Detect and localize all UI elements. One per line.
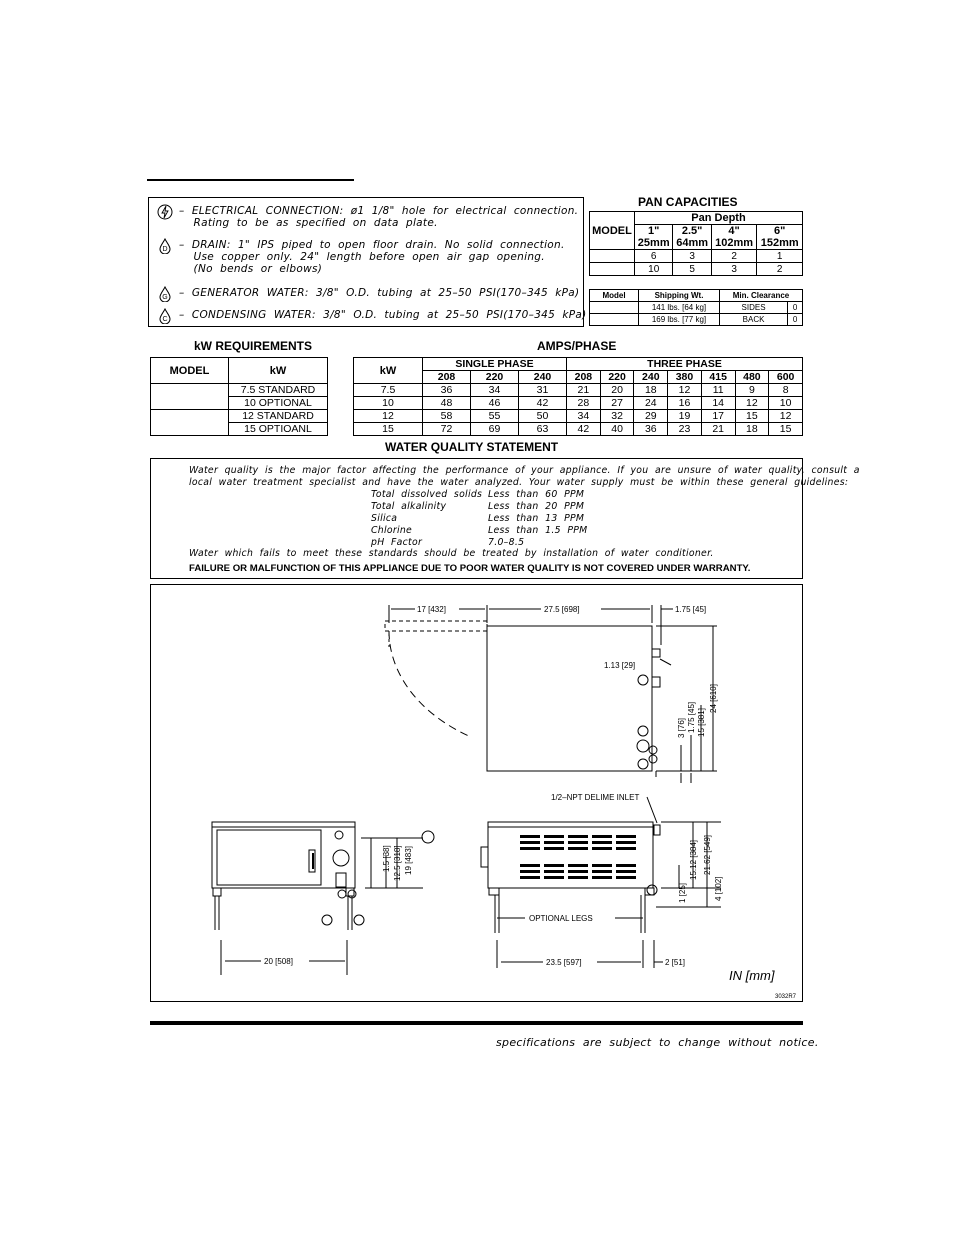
table-row: 6 3 2 1 bbox=[590, 250, 803, 263]
optional-legs-label: OPTIONAL LEGS bbox=[529, 914, 593, 923]
table-row: 7.5 36 34 31 21 20 18 12 11 9 8 bbox=[354, 384, 803, 397]
kw-requirements-table bbox=[150, 357, 328, 436]
drawing-code: 3032R7 bbox=[775, 994, 797, 1000]
vent-slots bbox=[312, 835, 636, 879]
dim-label: 1 [25] bbox=[678, 882, 687, 903]
guideline-label: Total alkalinity bbox=[371, 501, 447, 512]
note-text: – GENERATOR WATER: 3/8" O.D. tubing at 25–50 PSI(170–345 kPa) bbox=[179, 287, 580, 299]
generator-water-icon bbox=[157, 286, 173, 302]
note-text: – ELECTRICAL CONNECTION: ø1 1/8" hole for electrical connection. Rating to be as specified on data plate. bbox=[179, 205, 579, 229]
generator-water-icon bbox=[647, 885, 657, 895]
dim-label: 17 [432] bbox=[417, 605, 446, 614]
kw-kw-header: kW bbox=[229, 358, 328, 384]
guideline-value: Less than 13 PPM bbox=[488, 513, 585, 524]
kw-model-header: MODEL bbox=[151, 358, 229, 384]
table-row: 10 5 3 2 bbox=[590, 263, 803, 276]
amps-kw-header: kW bbox=[354, 358, 423, 384]
table-row: 15 OPTIOANL bbox=[151, 423, 328, 436]
table-row: 15 72 69 63 42 40 36 23 21 18 15 bbox=[354, 423, 803, 436]
guideline-label: Total dissolved solids bbox=[371, 489, 483, 500]
pan-depth-2: 2.5" 64mm bbox=[673, 225, 711, 250]
door-open-outline bbox=[385, 621, 487, 631]
water-intro-1: Water quality is the major factor affecting the performance of your appliance. If you are unsure of water quality, consult a bbox=[189, 465, 860, 476]
pan-depth-3: 4" 102mm bbox=[711, 225, 757, 250]
dim-label: 23.5 [597] bbox=[546, 958, 582, 967]
control-dial bbox=[333, 850, 349, 866]
guideline-value: Less than 1.5 PPM bbox=[488, 525, 588, 536]
generator-water-icon bbox=[638, 726, 648, 736]
drain-icon bbox=[638, 759, 648, 769]
dim-label: 1.75 [45] bbox=[675, 605, 707, 614]
dimension-drawing bbox=[150, 584, 803, 1002]
pan-depth-4: 6" 152mm bbox=[757, 225, 803, 250]
ship-header-model: Model bbox=[590, 290, 639, 302]
svg-text:G: G bbox=[162, 294, 168, 301]
delime-label: 1/2–NPT DELIME INLET bbox=[551, 793, 640, 802]
svg-text:C: C bbox=[162, 316, 168, 323]
header-rule bbox=[147, 179, 354, 181]
guideline-label: pH Factor bbox=[371, 537, 423, 548]
table-row: 7.5 STANDARD bbox=[151, 384, 328, 397]
pan-depth-header: Pan Depth bbox=[635, 212, 803, 225]
dim-label: 21.62 [549] bbox=[703, 834, 712, 875]
electrical-icon bbox=[637, 740, 649, 752]
table-row: 141 lbs. [64 kg] SIDES 0 bbox=[590, 302, 803, 314]
guideline-value: Less than 60 PPM bbox=[488, 489, 585, 500]
dim-label: 2 [51] bbox=[665, 958, 686, 967]
generator-water-icon bbox=[322, 915, 332, 925]
control-knob bbox=[335, 831, 343, 839]
table-row: 10 OPTIONAL bbox=[151, 397, 328, 410]
dim-label: 20 [508] bbox=[264, 957, 293, 966]
note-text: – DRAIN: 1" IPS piped to open floor drain. No solid connection. Use copper only. 24" length before open air gap opening. (No bends or elbows) bbox=[179, 239, 565, 275]
guideline-label: Chlorine bbox=[371, 525, 413, 536]
dim-label: 12.5 [318] bbox=[393, 845, 402, 881]
warranty-warning: FAILURE OR MALFUNCTION OF THIS APPLIANCE DUE TO POOR WATER QUALITY IS NOT COVERED UNDER WARRANTY. bbox=[189, 563, 751, 574]
amps-phase-table bbox=[353, 357, 803, 436]
pan-model-header: MODEL bbox=[590, 212, 635, 250]
voltage-row: 208 220 240 208 220 240 380 415 480 600 bbox=[354, 371, 803, 384]
table-row: 10 48 46 42 28 27 24 16 14 12 10 bbox=[354, 397, 803, 410]
top-view-body bbox=[487, 626, 652, 771]
guideline-value: Less than 20 PPM bbox=[488, 501, 585, 512]
electrical-icon bbox=[157, 204, 173, 220]
dim-label: 15.12 [384] bbox=[689, 839, 698, 880]
condensing-water-icon bbox=[354, 915, 364, 925]
dim-label: 27.5 [698] bbox=[544, 605, 580, 614]
guideline-label: Silica bbox=[371, 513, 398, 524]
ship-header-clearance: Min. Clearance bbox=[720, 290, 803, 302]
connection-notes bbox=[148, 197, 587, 327]
dim-label: 19 [483] bbox=[404, 846, 413, 875]
pan-depth-1: 1" 25mm bbox=[635, 225, 673, 250]
note-text: – CONDENSING WATER: 3/8" O.D. tubing at 25–50 PSI(170–345 kPa) bbox=[179, 309, 587, 321]
dim-label: 1.5 [38] bbox=[382, 845, 391, 872]
pan-capacities-table bbox=[589, 211, 803, 276]
water-quality-title: WATER QUALITY STATEMENT bbox=[385, 440, 559, 454]
door-swing-arc bbox=[389, 631, 471, 737]
dim-label: 24 [610] bbox=[709, 684, 718, 713]
ship-header-weight: Shipping Wt. bbox=[639, 290, 720, 302]
generator-water-icon bbox=[638, 675, 648, 685]
dim-label: 1.13 [29] bbox=[604, 661, 636, 670]
guideline-value: 7.0–8.5 bbox=[488, 537, 525, 548]
shipping-table bbox=[589, 289, 803, 326]
amps-phase-title: AMPS/PHASE bbox=[537, 339, 617, 353]
dim-label: 1.75 [45] bbox=[687, 701, 696, 733]
front-door bbox=[217, 830, 321, 885]
single-phase-header: SINGLE PHASE bbox=[423, 358, 567, 371]
pan-capacities-title: PAN CAPACITIES bbox=[638, 195, 738, 209]
dim-label: 4 [102] bbox=[714, 876, 723, 901]
water-quality-box bbox=[150, 458, 860, 579]
three-phase-header: THREE PHASE bbox=[567, 358, 803, 371]
table-row: 169 lbs. [77 kg] BACK 0 bbox=[590, 314, 803, 326]
svg-text:D: D bbox=[162, 246, 168, 253]
electrical-icon bbox=[422, 831, 434, 843]
dim-label: 3 [76] bbox=[677, 717, 686, 738]
footer-rule bbox=[150, 1021, 803, 1025]
dim-label: 15 [381] bbox=[697, 708, 706, 737]
water-intro-2: local water treatment specialist and have the water analyzed. Your water supply must be within these general guidelines: bbox=[189, 477, 849, 488]
table-row: 12 STANDARD bbox=[151, 410, 328, 423]
water-closing: Water which fails to meet these standards should be treated by installation of water conditioner. bbox=[189, 548, 714, 559]
footer-note: specifications are subject to change without notice. bbox=[496, 1036, 819, 1049]
drain-icon bbox=[157, 238, 173, 254]
units-label: IN [mm] bbox=[729, 968, 775, 983]
kw-requirements-title: kW REQUIREMENTS bbox=[194, 339, 313, 353]
table-row: 12 58 55 50 34 32 29 19 17 15 12 bbox=[354, 410, 803, 423]
condensing-water-icon bbox=[157, 308, 173, 324]
